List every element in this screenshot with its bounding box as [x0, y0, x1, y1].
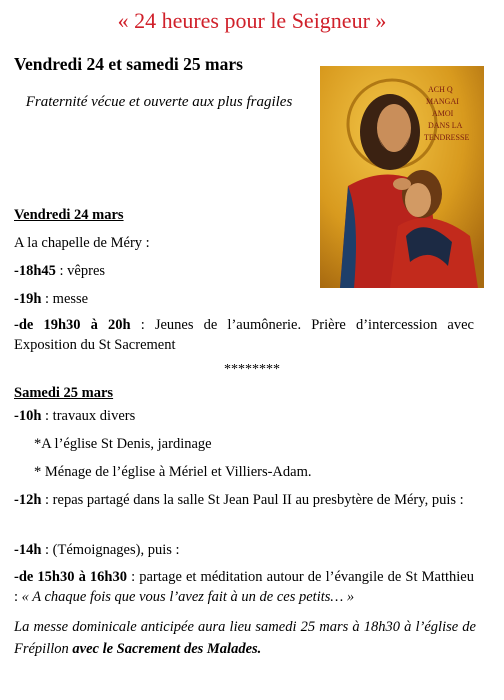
friday-heading: Vendredi 24 mars	[14, 207, 124, 223]
item-time: -de 19h30 à 20h	[14, 317, 131, 333]
svg-text:ACH Q: ACH Q	[428, 85, 453, 94]
item-text: : messe	[41, 291, 89, 307]
saturday-subitem-jardinage: *A l’église St Denis, jardinage	[34, 436, 212, 452]
gospel-quote: « A chaque fois que vous l’avez fait à un de ces petits… »	[21, 589, 355, 605]
religious-icon-image	[320, 66, 484, 288]
event-subtitle: Fraternité vécue et ouverte aux plus fragiles	[25, 94, 293, 110]
footer-text: La messe dominicale anticipée aura lieu samedi 25 mars à 18h30 à l’église de Frépillon	[14, 619, 476, 657]
item-time: -18h45	[14, 263, 56, 279]
event-dates: Vendredi 24 et samedi 25 mars	[14, 54, 243, 74]
saturday-subitem-menage: * Ménage de l’église à Mériel et Villiers-Adam.	[34, 464, 312, 480]
item-time: -14h	[14, 542, 42, 558]
item-text: : partage et méditation autour de l’évangile de St Matthieu :	[14, 569, 474, 605]
item-time: -19h	[14, 291, 42, 307]
section-separator: ********	[224, 362, 280, 377]
friday-item-vepres	[14, 261, 105, 281]
saturday-heading: Samedi 25 mars	[14, 385, 114, 401]
page-title: « 24 heures pour le Seigneur »	[117, 8, 387, 33]
svg-text:DANS LA: DANS LA	[428, 121, 463, 130]
item-text: : travaux divers	[41, 408, 136, 424]
item-text: : vêpres	[55, 263, 106, 279]
footer-bold: avec le Sacrement des Malades.	[72, 641, 262, 657]
friday-item-aumonerie	[14, 315, 474, 355]
svg-text:AMOI: AMOI	[432, 109, 454, 118]
item-time: -12h	[14, 492, 42, 508]
item-time: -10h	[14, 408, 42, 424]
svg-text:MANGAI: MANGAI	[426, 97, 459, 106]
item-time: -de 15h30 à 16h30	[14, 569, 127, 585]
friday-item-messe	[14, 289, 88, 309]
item-text: : Jeunes de l’aumônerie. Prière d’intercession avec Exposition du St Sacrement	[14, 317, 474, 353]
svg-text:TENDRESSE: TENDRESSE	[424, 133, 470, 142]
saturday-item-travaux	[14, 406, 135, 426]
footer-note	[14, 616, 476, 660]
item-text: : (Témoignages), puis :	[41, 542, 180, 558]
saturday-item-evangile	[14, 567, 474, 607]
saturday-item-temoignages	[14, 540, 180, 560]
item-text: : repas partagé dans la salle St Jean Paul II au presbytère de Méry, puis :	[41, 492, 464, 508]
friday-place: A la chapelle de Méry :	[14, 235, 150, 251]
saturday-item-repas	[14, 490, 474, 510]
